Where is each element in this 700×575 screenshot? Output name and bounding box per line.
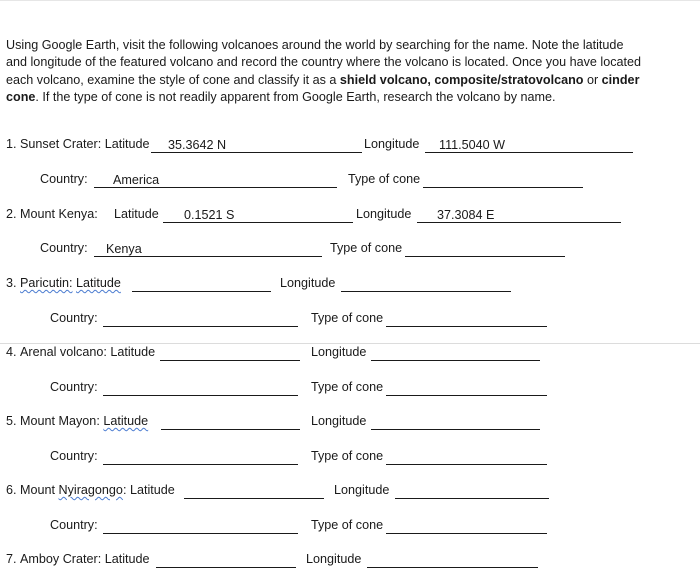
page-divider (0, 343, 700, 344)
volcano-2-location-row (6, 207, 686, 225)
volcano-6-cone-label: Type of cone (311, 518, 384, 532)
volcano-1-country-label: Country: (40, 172, 88, 186)
volcano-4-detail-row (50, 380, 570, 398)
volcano-1-latitude-field[interactable]: 35.3642 N (151, 138, 362, 153)
volcano-6-longitude-label: Longitude (334, 483, 390, 497)
volcano-7-longitude-field[interactable] (367, 553, 538, 568)
volcano-2-latitude-field[interactable]: 0.1521 S (163, 208, 353, 223)
volcano-4-country-field[interactable] (103, 381, 298, 396)
volcano-5-location-row (6, 414, 686, 432)
volcano-3-detail-row (50, 311, 570, 329)
volcano-2-country-label: Country: (40, 241, 88, 255)
volcano-4-location-row (6, 345, 686, 363)
volcano-7-latitude-field[interactable] (156, 553, 296, 568)
instructions-text: or (583, 72, 602, 87)
volcano-5-longitude-field[interactable] (371, 415, 540, 430)
volcano-6-latitude-field[interactable] (184, 484, 324, 499)
volcano-5-cone-label: Type of cone (311, 449, 384, 463)
volcano-4-latitude-field[interactable] (160, 346, 300, 361)
volcano-2-detail-row (40, 241, 600, 259)
volcano-2-country-field[interactable]: Kenya (94, 242, 322, 257)
volcano-7-longitude-label: Longitude (306, 552, 362, 566)
instructions-text: . If the type of cone is not readily apparent from Google Earth, research the volcano by name. (35, 90, 556, 105)
volcano-2-cone-field[interactable] (405, 242, 565, 257)
volcano-2-longitude-field[interactable]: 37.3084 E (417, 208, 621, 223)
instructions-bold-cinder-cone: cinder cone (6, 72, 640, 105)
volcano-6-name: 6. Mount Nyiragongo : Latitude (6, 483, 175, 497)
volcano-6-country-label: Country: (50, 518, 98, 532)
volcano-3-country-label: Country: (50, 311, 98, 325)
volcano-4-longitude-label: Longitude (311, 345, 367, 359)
volcano-1-location-row (6, 137, 686, 155)
volcano-7-name: 7. Amboy Crater: Latitude (6, 552, 150, 566)
volcano-1-cone-field[interactable] (423, 173, 583, 188)
volcano-4-cone-field[interactable] (386, 381, 547, 396)
volcano-3-longitude-field[interactable] (341, 277, 511, 292)
volcano-3-cone-label: Type of cone (311, 311, 384, 325)
volcano-4-longitude-field[interactable] (371, 346, 540, 361)
volcano-5-longitude-label: Longitude (311, 414, 367, 428)
volcano-3-cone-field[interactable] (386, 312, 547, 327)
volcano-5-detail-row (50, 449, 570, 467)
volcano-4-country-label: Country: (50, 380, 98, 394)
volcano-5-country-label: Country: (50, 449, 98, 463)
volcano-2-longitude-label: Longitude (356, 207, 412, 221)
volcano-5-name: 5. Mount Mayon: Latitude (6, 414, 149, 428)
volcano-4-name: 4. Arenal volcano: Latitude (6, 345, 156, 359)
volcano-6-country-field[interactable] (103, 519, 298, 534)
volcano-3-country-field[interactable] (103, 312, 298, 327)
volcano-2-cone-label: Type of cone (330, 241, 403, 255)
volcano-1-cone-label: Type of cone (348, 172, 421, 186)
volcano-1-name: 1. Sunset Crater: Latitude (6, 137, 150, 151)
volcano-6-detail-row (50, 518, 570, 536)
volcano-3-longitude-label: Longitude (280, 276, 336, 290)
instructions-bold-cone-types: shield volcano, composite/stratovolcano (339, 72, 584, 87)
volcano-6-location-row (6, 483, 686, 501)
volcano-1-longitude-label: Longitude (364, 137, 420, 151)
volcano-2-name: 2. Mount Kenya: (6, 207, 98, 221)
volcano-6-cone-field[interactable] (386, 519, 547, 534)
volcano-6-longitude-field[interactable] (395, 484, 549, 499)
volcano-3-location-row (6, 276, 686, 294)
volcano-5-cone-field[interactable] (386, 450, 547, 465)
volcano-1-country-field[interactable]: America (94, 173, 337, 188)
volcano-5-country-field[interactable] (103, 450, 298, 465)
volcano-5-latitude-field[interactable] (161, 415, 300, 430)
volcano-3-name: 3. Paricutin: Latitude (6, 276, 121, 290)
instructions-text: Using Google Earth, visit the following volcanoes around the world by searching for the name. Note the latitude and longitude of the featured volcano and record the country where the volcano is located. Once you have located each volcano, examine the style of cone and classify it as a (6, 38, 642, 87)
volcano-1-detail-row (40, 172, 600, 190)
volcano-3-latitude-field[interactable] (132, 277, 271, 292)
volcano-7-location-row (6, 552, 686, 570)
instructions-paragraph (6, 37, 646, 107)
volcano-1-longitude-field[interactable]: 111.5040 W (425, 138, 633, 153)
page-top-edge (0, 0, 700, 1)
volcano-2-latitude-label: Latitude (114, 207, 159, 221)
volcano-4-cone-label: Type of cone (311, 380, 384, 394)
